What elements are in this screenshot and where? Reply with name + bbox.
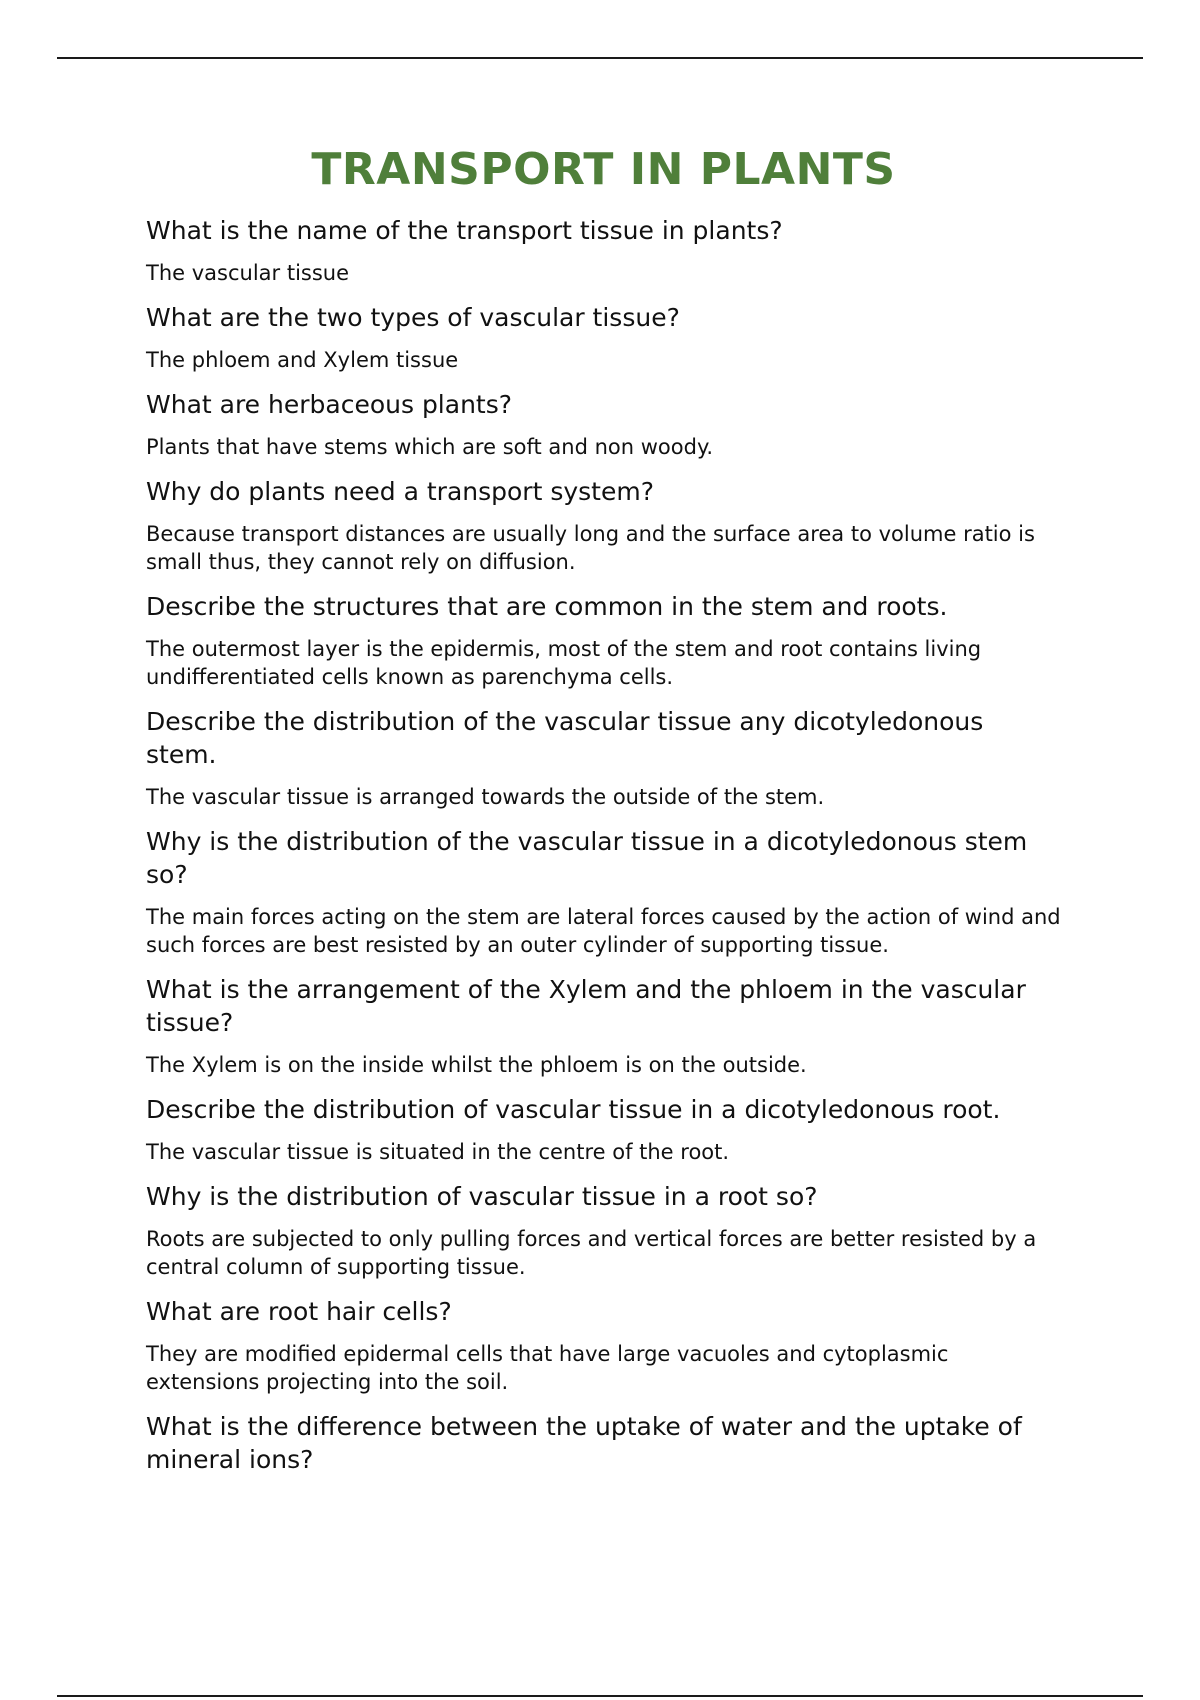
qa-list (146, 214, 1061, 1476)
answer: Roots are subjected to only pulling forces and vertical forces are better resisted by a central column of supporting tissue. (146, 1227, 1037, 1279)
answer: Because transport distances are usually long and the surface area to volume ratio is small thus, they cannot rely on diffusion. (146, 522, 1035, 574)
page-title: TRANSPORT IN PLANTS (311, 144, 896, 195)
answer: The vascular tissue is arranged towards the outside of the stem. (146, 785, 825, 809)
answer: The main forces acting on the stem are lateral forces caused by the action of wind and such forces are best resisted by an outer cylinder of supporting tissue. (146, 905, 1061, 957)
top-rule (57, 57, 1143, 59)
answer: The vascular tissue (146, 261, 350, 285)
document-body (146, 142, 1061, 1488)
question: Describe the distribution of the vascular tissue any dicotyledonous stem. (146, 707, 984, 769)
question: Describe the distribution of vascular tissue in a dicotyledonous root. (146, 1095, 1001, 1124)
answer: The vascular tissue is situated in the centre of the root. (146, 1140, 730, 1164)
question: Why is the distribution of the vascular tissue in a dicotyledonous stem so? (146, 827, 1028, 889)
question: What are the two types of vascular tissue? (146, 303, 680, 332)
answer: The phloem and Xylem tissue (146, 348, 459, 372)
answer: The outermost layer is the epidermis, most of the stem and root contains living undifferentiated cells known as parenchyma cells. (146, 637, 982, 689)
answer: Plants that have stems which are soft and non woody. (146, 435, 714, 459)
question: Describe the structures that are common in the stem and roots. (146, 592, 948, 621)
question: What are herbaceous plants? (146, 390, 513, 419)
question: Why is the distribution of vascular tissue in a root so? (146, 1182, 818, 1211)
question: Why do plants need a transport system? (146, 477, 654, 506)
question: What is the difference between the uptake of water and the uptake of mineral ions? (146, 1412, 1022, 1474)
answer: They are modified epidermal cells that have large vacuoles and cytoplasmic extensions projecting into the soil. (146, 1342, 949, 1394)
question: What is the name of the transport tissue in plants? (146, 216, 783, 245)
question: What is the arrangement of the Xylem and the phloem in the vascular tissue? (146, 975, 1026, 1037)
bottom-rule (57, 1695, 1143, 1697)
answer: The Xylem is on the inside whilst the phloem is on the outside. (146, 1053, 807, 1077)
question: What are root hair cells? (146, 1297, 452, 1326)
